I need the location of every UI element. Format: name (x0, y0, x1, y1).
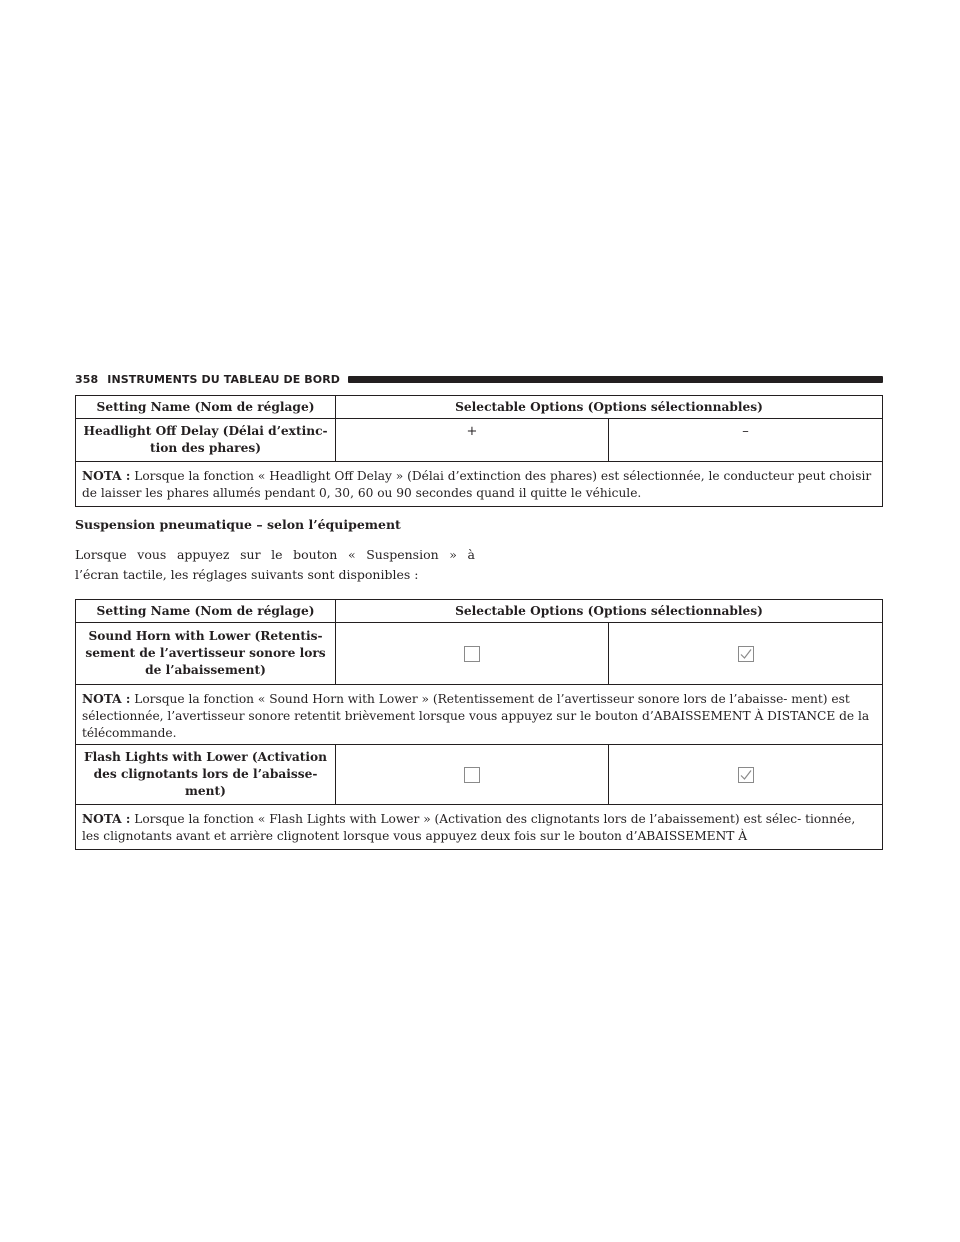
body-paragraph: Lorsque vous appuyez sur le bouton « Suspension » à l’écran tactile, les réglages suivants sont disponibles : (75, 547, 475, 582)
table-row (76, 419, 883, 462)
setting-name-header: Setting Name (Nom de réglage) (76, 396, 336, 419)
note-cell (76, 462, 883, 507)
minus-symbol: – (742, 424, 749, 439)
selectable-options-header: Selectable Options (Options sélectionnables) (336, 600, 883, 623)
option-checked-cell (609, 623, 883, 685)
note-cell (76, 805, 883, 850)
setting-name-cell: Headlight Off Delay (Délai d’extinc- tion des phares) (76, 419, 336, 462)
checkbox-checked-icon (738, 767, 754, 783)
page-number: 358 (75, 373, 99, 386)
checkbox-checked-icon (738, 646, 754, 662)
table-row (76, 685, 883, 745)
checkbox-unchecked-icon (464, 646, 480, 662)
table-row (76, 462, 883, 507)
header-rule (348, 376, 883, 383)
note-label: NOTA : (82, 812, 131, 826)
option-unchecked-cell (336, 745, 609, 805)
suspension-settings-table (75, 599, 883, 850)
option-unchecked-cell (336, 623, 609, 685)
table-header-row (76, 600, 883, 623)
selectable-options-header: Selectable Options (Options sélectionnables) (336, 396, 883, 419)
option-plus-cell (336, 419, 609, 462)
page-header (75, 371, 883, 388)
plus-symbol: + (466, 424, 478, 439)
note-label: NOTA : (82, 469, 131, 483)
option-minus-cell (609, 419, 883, 462)
setting-name-header: Setting Name (Nom de réglage) (76, 600, 336, 623)
note-cell (76, 685, 883, 745)
note-label: NOTA : (82, 692, 131, 706)
checkbox-unchecked-icon (464, 767, 480, 783)
headlight-settings-table (75, 395, 883, 507)
section-subheading: Suspension pneumatique – selon l’équipement (75, 517, 401, 532)
setting-name-cell: Sound Horn with Lower (Retentis- sement de l’avertisseur sonore lors de l’abaissement) (76, 623, 336, 685)
section-title: INSTRUMENTS DU TABLEAU DE BORD (107, 373, 341, 386)
note-text: Lorsque la fonction « Flash Lights with Lower » (Activation des clignotants lors de l’abaissement) est sélec- tionnée, les clignotants avant et arrière clignotent lorsque vous appuyez deux fois sur le bouton d’ABAISSEMENT À (82, 812, 856, 843)
table-row (76, 623, 883, 685)
note-text: Lorsque la fonction « Sound Horn with Lower » (Retentissement de l’avertisseur sonore lors de l’abaisse- ment) est sélectionnée, l’avertisseur sonore retentit brièvement lorsque vous appuyez sur le bouton d’ABAISSEMENT À DISTANCE de la télécommande. (82, 692, 870, 740)
option-checked-cell (609, 745, 883, 805)
note-text: Lorsque la fonction « Headlight Off Delay » (Délai d’extinction des phares) est sélectionnée, le conducteur peut choisir de laisser les phares allumés pendant 0, 30, 60 ou 90 secondes quand il quitte le véhicule. (82, 469, 872, 500)
setting-name-cell: Flash Lights with Lower (Activation des clignotants lors de l’abaisse- ment) (76, 745, 336, 805)
table-row (76, 805, 883, 850)
table-row (76, 745, 883, 805)
table-header-row (76, 396, 883, 419)
